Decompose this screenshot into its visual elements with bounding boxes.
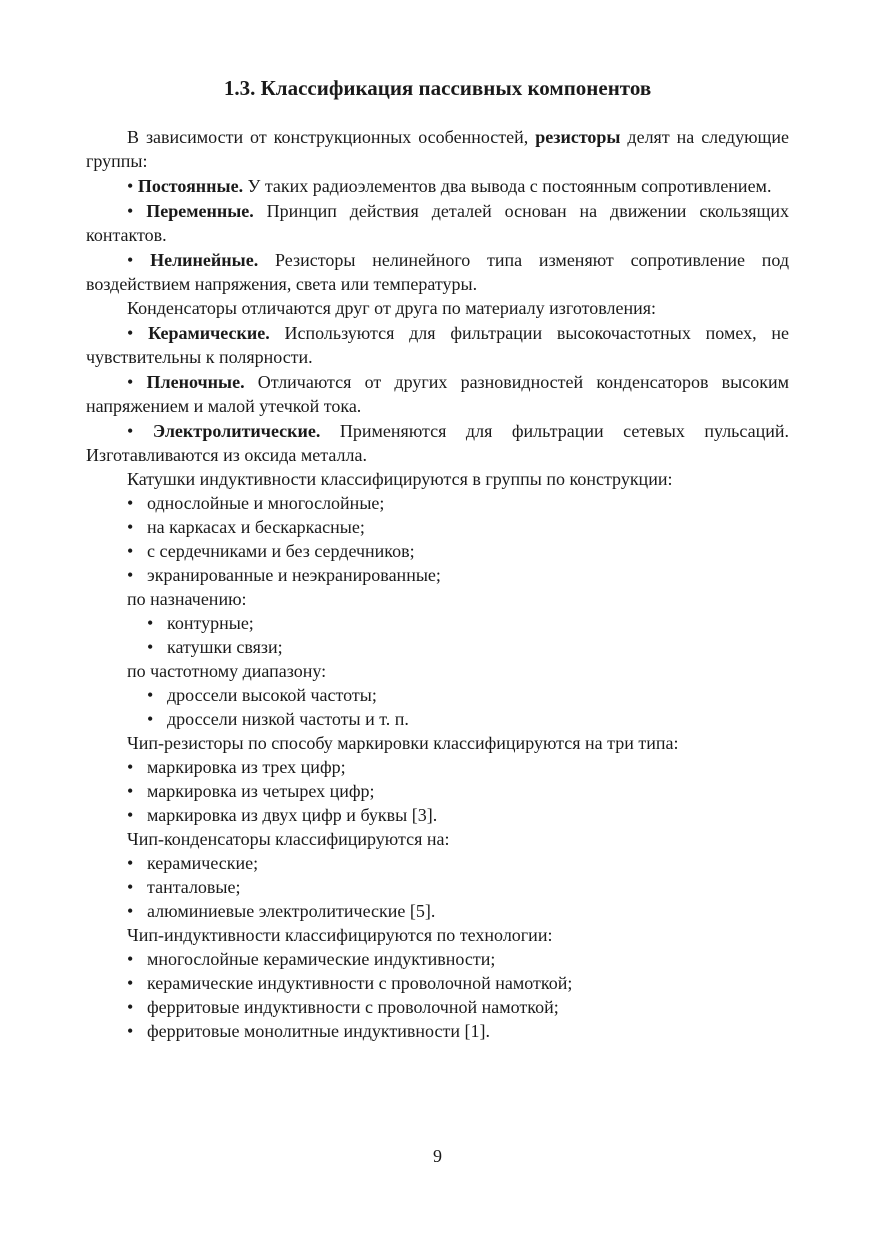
bullet-icon: •: [127, 757, 134, 777]
bullet-icon: •: [127, 323, 134, 343]
list-item: [86, 899, 789, 923]
list-item: [86, 539, 789, 563]
list-item-text: ферритовые индуктивности с проволочной намоткой;: [147, 997, 559, 1017]
list-item: [86, 515, 789, 539]
capacitor-item: [86, 370, 789, 418]
list-item: [86, 971, 789, 995]
resistor-desc: Принцип действия деталей основан на движении скользящих контактов.: [86, 201, 789, 245]
bullet-icon: •: [147, 685, 154, 705]
list-item: [86, 875, 789, 899]
intro-text-after: делят на следующие группы:: [86, 127, 789, 171]
resistor-desc: У таких радиоэлементов два вывода с постоянным сопротивлением.: [243, 176, 772, 196]
resistor-desc: Резисторы нелинейного типа изменяют сопротивление под воздействием напряжения, света или температуры.: [86, 250, 789, 294]
list-item: [86, 611, 789, 635]
bullet-icon: •: [127, 973, 134, 993]
chip-resistors-intro: Чип-резисторы по способу маркировки классифицируются на три типа:: [127, 733, 679, 753]
list-item: [86, 947, 789, 971]
bullet-icon: •: [127, 201, 134, 221]
list-item: [86, 1019, 789, 1043]
purpose-label: по назначению:: [127, 589, 247, 609]
capacitor-term: Электролитические.: [152, 421, 321, 441]
list-item-text: маркировка из трех цифр;: [147, 757, 346, 777]
capacitor-desc: Применяются для фильтрации сетевых пульсаций. Изготавливаются из оксида металла.: [86, 421, 789, 465]
list-item-text: дроссели низкой частоты и т. п.: [167, 709, 409, 729]
bullet-icon: •: [127, 176, 134, 196]
bullet-icon: •: [147, 613, 154, 633]
bullet-icon: •: [127, 372, 134, 392]
list-item: [86, 491, 789, 515]
resistor-item: [86, 248, 789, 296]
bullet-icon: •: [127, 493, 134, 513]
list-item: [86, 683, 789, 707]
bullet-icon: •: [127, 421, 134, 441]
capacitor-term: Пленочные.: [146, 372, 245, 392]
intro-text-before: В зависимости от конструкционных особенностей,: [127, 127, 536, 147]
list-item-text: маркировка из двух цифр и буквы [3].: [147, 805, 438, 825]
resistor-term: Переменные.: [146, 201, 254, 221]
bullet-icon: •: [127, 805, 134, 825]
list-item: [86, 635, 789, 659]
list-item-text: с сердечниками и без сердечников;: [147, 541, 415, 561]
resistor-term: Нелинейные.: [150, 250, 259, 270]
list-item-text: керамические;: [147, 853, 259, 873]
list-item: [86, 755, 789, 779]
capacitor-item: [86, 321, 789, 369]
list-item-text: ферритовые монолитные индуктивности [1].: [147, 1021, 490, 1041]
section-heading: 1.3. Классификация пассивных компонентов: [223, 76, 652, 100]
bullet-icon: •: [127, 901, 134, 921]
list-item-text: маркировка из четырех цифр;: [147, 781, 375, 801]
resistor-item: [86, 199, 789, 247]
bullet-icon: •: [127, 949, 134, 969]
capacitor-desc: Используются для фильтрации высокочастотных помех, не чувствительны к полярности.: [86, 323, 790, 367]
bullet-icon: •: [127, 565, 134, 585]
chip-capacitors-intro: Чип-конденсаторы классифицируются на:: [127, 829, 450, 849]
intro-bold-term: резисторы: [535, 127, 621, 147]
list-item-text: контурные;: [167, 613, 254, 633]
list-item-text: керамические индуктивности с проволочной намоткой;: [147, 973, 573, 993]
frequency-label: по частотному диапазону:: [127, 661, 327, 681]
bullet-icon: •: [147, 637, 154, 657]
bullet-icon: •: [127, 1021, 134, 1041]
list-item: [86, 995, 789, 1019]
bullet-icon: •: [127, 997, 134, 1017]
list-item: [86, 563, 789, 587]
page-number: 9: [433, 1146, 442, 1166]
inductors-intro: Катушки индуктивности классифицируются в группы по конструкции:: [127, 469, 673, 489]
capacitor-desc: Отличаются от других разновидностей конденсаторов высоким напряжением и малой утечкой тока.: [86, 372, 789, 416]
bullet-icon: •: [127, 250, 134, 270]
bullet-icon: •: [127, 877, 134, 897]
list-item-text: однослойные и многослойные;: [147, 493, 385, 513]
bullet-icon: •: [147, 709, 154, 729]
chip-inductors-intro: Чип-индуктивности классифицируются по технологии:: [127, 925, 553, 945]
resistor-item: [86, 174, 789, 198]
list-item: [86, 803, 789, 827]
list-item: [86, 707, 789, 731]
list-item-text: алюминиевые электролитические [5].: [147, 901, 436, 921]
bullet-icon: •: [127, 853, 134, 873]
capacitor-term: Керамические.: [148, 323, 270, 343]
list-item-text: катушки связи;: [167, 637, 283, 657]
list-item: [86, 779, 789, 803]
list-item-text: дроссели высокой частоты;: [167, 685, 377, 705]
list-item-text: танталовые;: [147, 877, 241, 897]
list-item-text: многослойные керамические индуктивности;: [147, 949, 496, 969]
document-body: [86, 125, 789, 1043]
bullet-icon: •: [127, 781, 134, 801]
intro-paragraph: [86, 125, 789, 173]
list-item-text: экранированные и неэкранированные;: [147, 565, 441, 585]
capacitor-item: [86, 419, 789, 467]
bullet-icon: •: [127, 541, 134, 561]
capacitors-intro: Конденсаторы отличаются друг от друга по материалу изготовления:: [127, 298, 656, 318]
list-item: [86, 851, 789, 875]
list-item-text: на каркасах и бескаркасные;: [147, 517, 365, 537]
resistor-term: Постоянные.: [137, 176, 244, 196]
bullet-icon: •: [127, 517, 134, 537]
